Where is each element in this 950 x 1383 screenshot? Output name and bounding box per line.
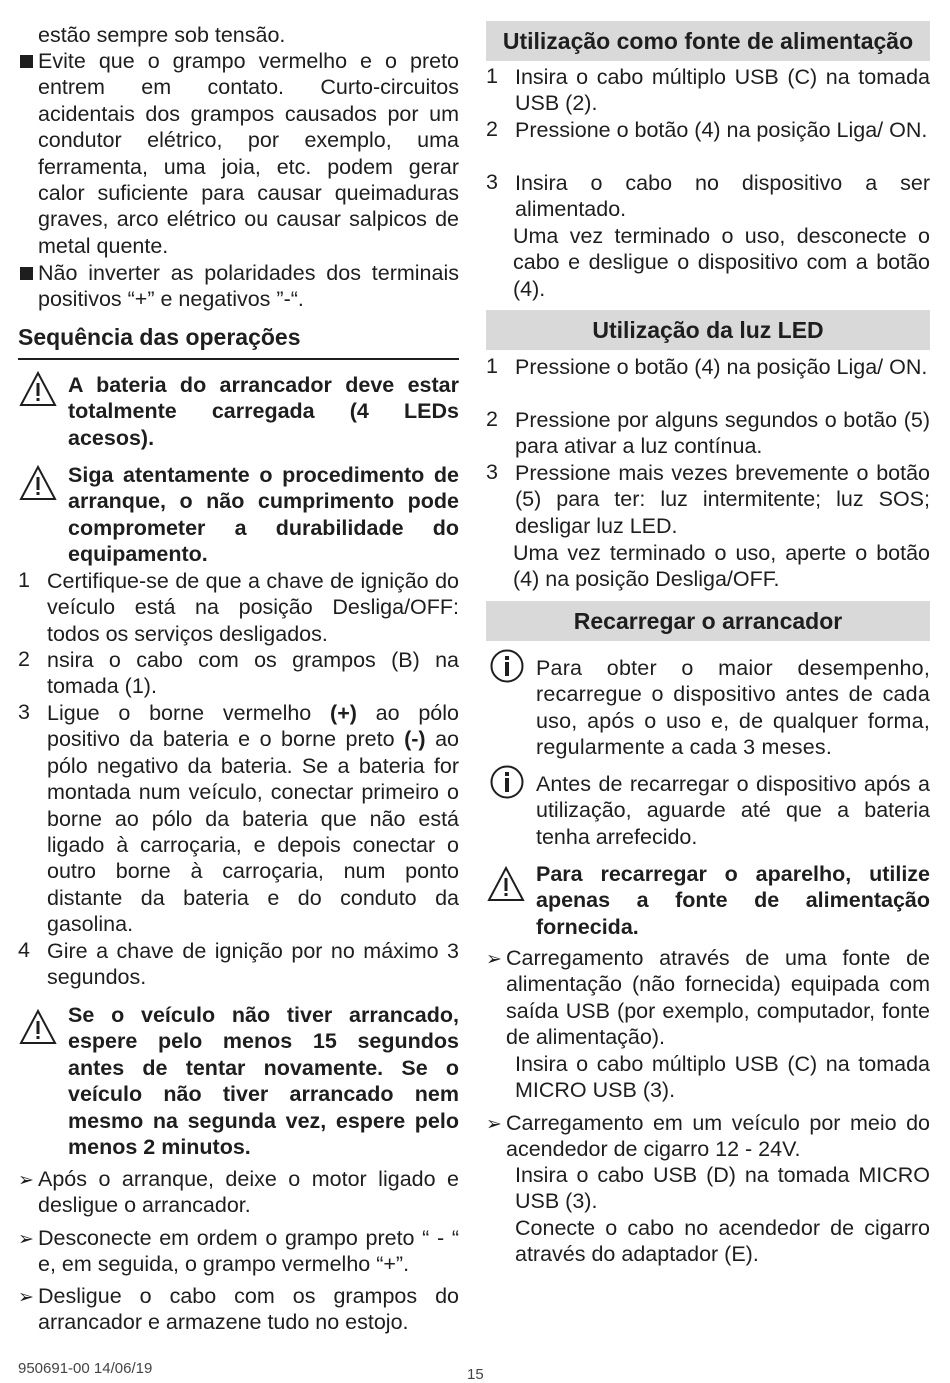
charge-usb-text: Carregamento através de uma fonte de alimentação (não fornecida) equipada com saída USB (por exemplo, computador, fonte de alimentação). [506, 946, 930, 1050]
warning-text-1: A bateria do arrancador deve estar totalmente carregada (4 LEDs acesos). [68, 373, 459, 450]
bullet-text-2: Não inverter as polaridades dos terminais positivos “+” e negativos ”-“. [38, 261, 459, 312]
info-icon [489, 648, 525, 684]
arrow-text-2: Desconecte em ordem o grampo preto “ - “ e, em seguida, o grampo vermelho “+”. [38, 1226, 459, 1277]
power-step-3: Insira o cabo no dispositivo a ser alimentado. [515, 171, 930, 222]
step-number: 1 [486, 354, 498, 378]
warning-icon [18, 464, 58, 502]
arrow-bullet-icon: ➢ [486, 1114, 502, 1135]
led-after-text: Uma vez terminado o uso, aperte o botão (4) na posição Desliga/OFF. [513, 541, 930, 592]
section-rule [18, 358, 459, 360]
charge-car-sub-2: Conecte o cabo no acendedor de cigarro através do adaptador (E). [515, 1216, 930, 1267]
section-title: Sequência das operações [18, 324, 301, 350]
step-text-3 [47, 700, 459, 938]
step-number: 3 [486, 170, 498, 194]
arrow-bullet-icon: ➢ [18, 1170, 34, 1191]
bullet-square-icon [20, 267, 33, 280]
step-number: 3 [486, 460, 498, 484]
warning-icon [486, 865, 526, 903]
led-step-1: Pressione o botão (4) na posição Liga/ ON. [515, 355, 928, 379]
warning-text-3: Se o veículo não tiver arrancado, espere pelo menos 15 segundos antes de tentar novamente. Se o veículo não tiver arrancado nem mesmo na segunda vez, espere pelo menos 2 minutos. [68, 1003, 459, 1160]
warning-text-2: Siga atentamente o procedimento de arranque, o não cumprimento pode comprometer a durabilidade do equipamento. [68, 463, 459, 567]
step-number: 2 [486, 407, 498, 431]
warning-icon [18, 1008, 58, 1046]
step-number: 1 [486, 64, 498, 88]
page-number: 15 [467, 1366, 484, 1383]
step-text-part: ao pólo negativo da bateria. Se a bateria for montada num veículo, conectar primeiro o borne ao pólo da bateria que não está ligado à carroçaria, e depois conectar o outro borne à carroçaria, num ponto distante da bateria e do conduto da gasolina. [47, 727, 459, 937]
recharge-warning-text: Para recarregar o aparelho, utilize apenas a fonte de alimentação fornecida. [536, 862, 930, 939]
power-step-1: Insira o cabo múltiplo USB (C) na tomada USB (2). [515, 65, 930, 116]
step-text-1: Certifique-se de que a chave de ignição do veículo está na posição Desliga/OFF: todos os serviços desligados. [47, 569, 459, 646]
led-step-3: Pressione mais vezes brevemente o botão (5) para ter: luz intermitente; luz SOS; desligar luz LED. [515, 461, 930, 538]
charge-usb-sub: Insira o cabo múltiplo USB (C) na tomada MICRO USB (3). [515, 1052, 930, 1103]
step-text-2: nsira o cabo com os grampos (B) na tomada (1). [47, 648, 459, 699]
step-text-4: Gire a chave de ignição por no máximo 3 segundos. [47, 939, 459, 990]
warning-icon [18, 370, 58, 408]
document-code: 950691-00 14/06/19 [18, 1360, 153, 1377]
section-header-led: Utilização da luz LED [486, 310, 930, 350]
power-step-2: Pressione o botão (4) na posição Liga/ ON. [515, 118, 928, 142]
section-header-power: Utilização como fonte de alimentação [486, 21, 930, 61]
intro-text: estão sempre sob tensão. [38, 23, 286, 47]
arrow-text-3: Desligue o cabo com os grampos do arrancador e armazene tudo no estojo. [38, 1284, 459, 1335]
bullet-text-1: Evite que o grampo vermelho e o preto entrem em contato. Curto-circuitos acidentais dos grampos causados por um condutor elétrico, por exemplo, uma ferramenta, uma joia, etc. podem gerar calor suficiente para causar queimaduras graves, arco elétrico ou causar salpicos de metal quente. [38, 49, 459, 258]
charge-car-sub-1: Insira o cabo USB (D) na tomada MICRO USB (3). [515, 1163, 930, 1214]
step-number: 2 [486, 117, 498, 141]
step-number: 3 [18, 700, 30, 724]
step-number: 2 [18, 647, 30, 671]
arrow-text-1: Após o arranque, deixe o motor ligado e desligue o arrancador. [38, 1167, 459, 1218]
arrow-bullet-icon: ➢ [486, 949, 502, 970]
bullet-square-icon [20, 55, 33, 68]
section-header-recharge: Recarregar o arrancador [486, 601, 930, 641]
charge-car-text: Carregamento em um veículo por meio do acendedor de cigarro 12 - 24V. [506, 1111, 930, 1162]
step-number: 4 [18, 938, 30, 962]
arrow-bullet-icon: ➢ [18, 1287, 34, 1308]
step-number: 1 [18, 568, 30, 592]
power-after-text: Uma vez terminado o uso, desconecte o cabo e desligue o dispositivo com a botão (4). [513, 224, 930, 301]
arrow-bullet-icon: ➢ [18, 1229, 34, 1250]
minus-symbol: (-) [404, 727, 426, 752]
info-icon [489, 764, 525, 800]
info-text-1: Para obter o maior desempenho, recarregue o dispositivo antes de cada uso, após o uso e, de qualquer forma, regularmente a cada 3 meses. [536, 656, 930, 760]
info-text-2: Antes de recarregar o dispositivo após a utilização, aguarde até que a bateria tenha arrefecido. [536, 772, 930, 849]
led-step-2: Pressione por alguns segundos o botão (5) para ativar a luz contínua. [515, 408, 930, 459]
step-text-part: ao pólo positivo da bateria e o borne preto [47, 701, 459, 752]
step-text-part: Ligue o borne vermelho [47, 701, 331, 725]
plus-symbol: (+) [330, 701, 357, 725]
